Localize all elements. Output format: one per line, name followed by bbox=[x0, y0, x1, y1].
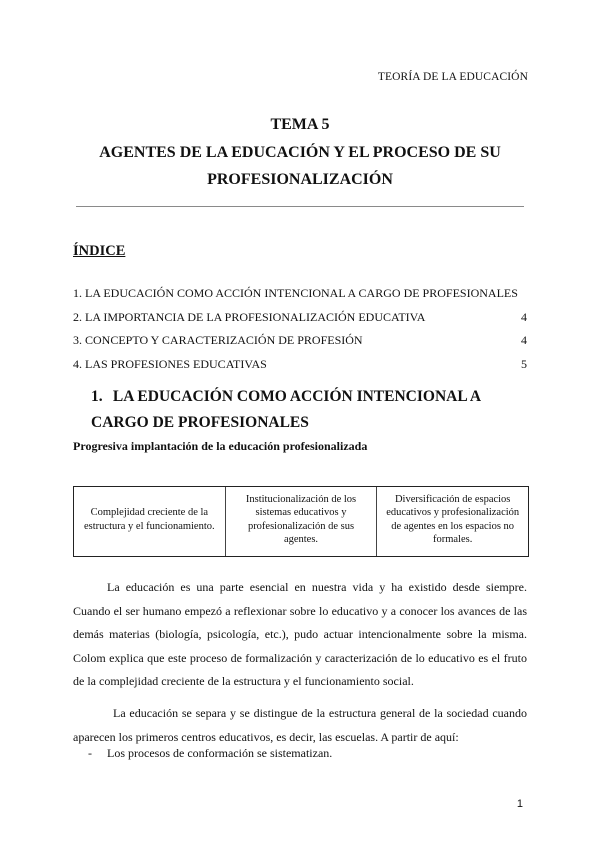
toc-item-label: 2. LA IMPORTANCIA DE LA PROFESIONALIZACIÓN EDUCATIVA bbox=[73, 310, 426, 324]
bullet-item bbox=[88, 746, 332, 761]
topic-number: TEMA 5 bbox=[270, 116, 330, 133]
table-cell bbox=[376, 487, 528, 556]
table-cell-text: Institucionalización de los sistemas educativos y profesionalización de sus agentes. bbox=[245, 493, 357, 545]
toc-item-label: 4. LAS PROFESIONES EDUCATIVAS bbox=[73, 357, 267, 371]
toc-item-page: 4 bbox=[521, 333, 527, 347]
toc-item-2[interactable] bbox=[73, 310, 527, 325]
body-paragraph-1: La educación es una parte esencial en nuestra vida y ha existido desde siempre. Cuando el ser humano empezó a reflexionar sobre lo educativo y a conocer los avances de las demás materias (biología, psicología, etc.), pudo actuar intencionalmente sobre la misma. Colom explica que este proceso de formalización y caracterización de lo educativo es el fruto de la complejidad creciente de la estructura y el funcionamiento social. bbox=[73, 580, 527, 688]
bullet-dash: - bbox=[88, 746, 92, 760]
toc-item-1[interactable] bbox=[73, 286, 527, 301]
subsection-heading: Progresiva implantación de la educación profesionalizada bbox=[73, 439, 368, 453]
table-cell bbox=[225, 487, 377, 556]
toc-item-label: 3. CONCEPTO Y CARACTERIZACIÓN DE PROFESIÓN bbox=[73, 333, 363, 347]
toc-item-label: 1. LA EDUCACIÓN COMO ACCIÓN INTENCIONAL A CARGO DE PROFESIONALES bbox=[73, 286, 518, 300]
page-number: 1 bbox=[516, 798, 523, 810]
table-cell-text: Diversificación de espacios educativos y profesionalización de agentes en los espacios no formales. bbox=[386, 493, 520, 545]
topic-title-line-1: AGENTES DE LA EDUCACIÓN Y EL PROCESO DE SU bbox=[99, 144, 501, 161]
table-cell-text: Complejidad creciente de la estructura y el funcionamiento. bbox=[84, 507, 215, 532]
toc-item-page: 4 bbox=[521, 310, 527, 324]
summary-table bbox=[73, 486, 529, 557]
toc-item-page: 5 bbox=[521, 357, 527, 371]
toc-item-4[interactable] bbox=[73, 357, 527, 372]
bullet-text: Los procesos de conformación se sistematizan. bbox=[107, 746, 333, 760]
title-divider bbox=[76, 206, 524, 207]
body-paragraph-2: La educación se separa y se distingue de la estructura general de la sociedad cuando aparecen los primeros centros educativos, es decir, las escuelas. A partir de aquí: bbox=[73, 706, 527, 744]
topic-title-line-2: PROFESIONALIZACIÓN bbox=[207, 171, 393, 188]
section-number: 1. bbox=[91, 388, 103, 405]
running-header: TEORÍA DE LA EDUCACIÓN bbox=[377, 71, 528, 83]
index-heading: ÍNDICE bbox=[73, 243, 126, 259]
table-cell bbox=[74, 487, 225, 556]
toc-item-3[interactable] bbox=[73, 333, 527, 348]
section-heading bbox=[91, 384, 531, 436]
section-title: LA EDUCACIÓN COMO ACCIÓN INTENCIONAL A CARGO DE PROFESIONALES bbox=[91, 388, 481, 431]
